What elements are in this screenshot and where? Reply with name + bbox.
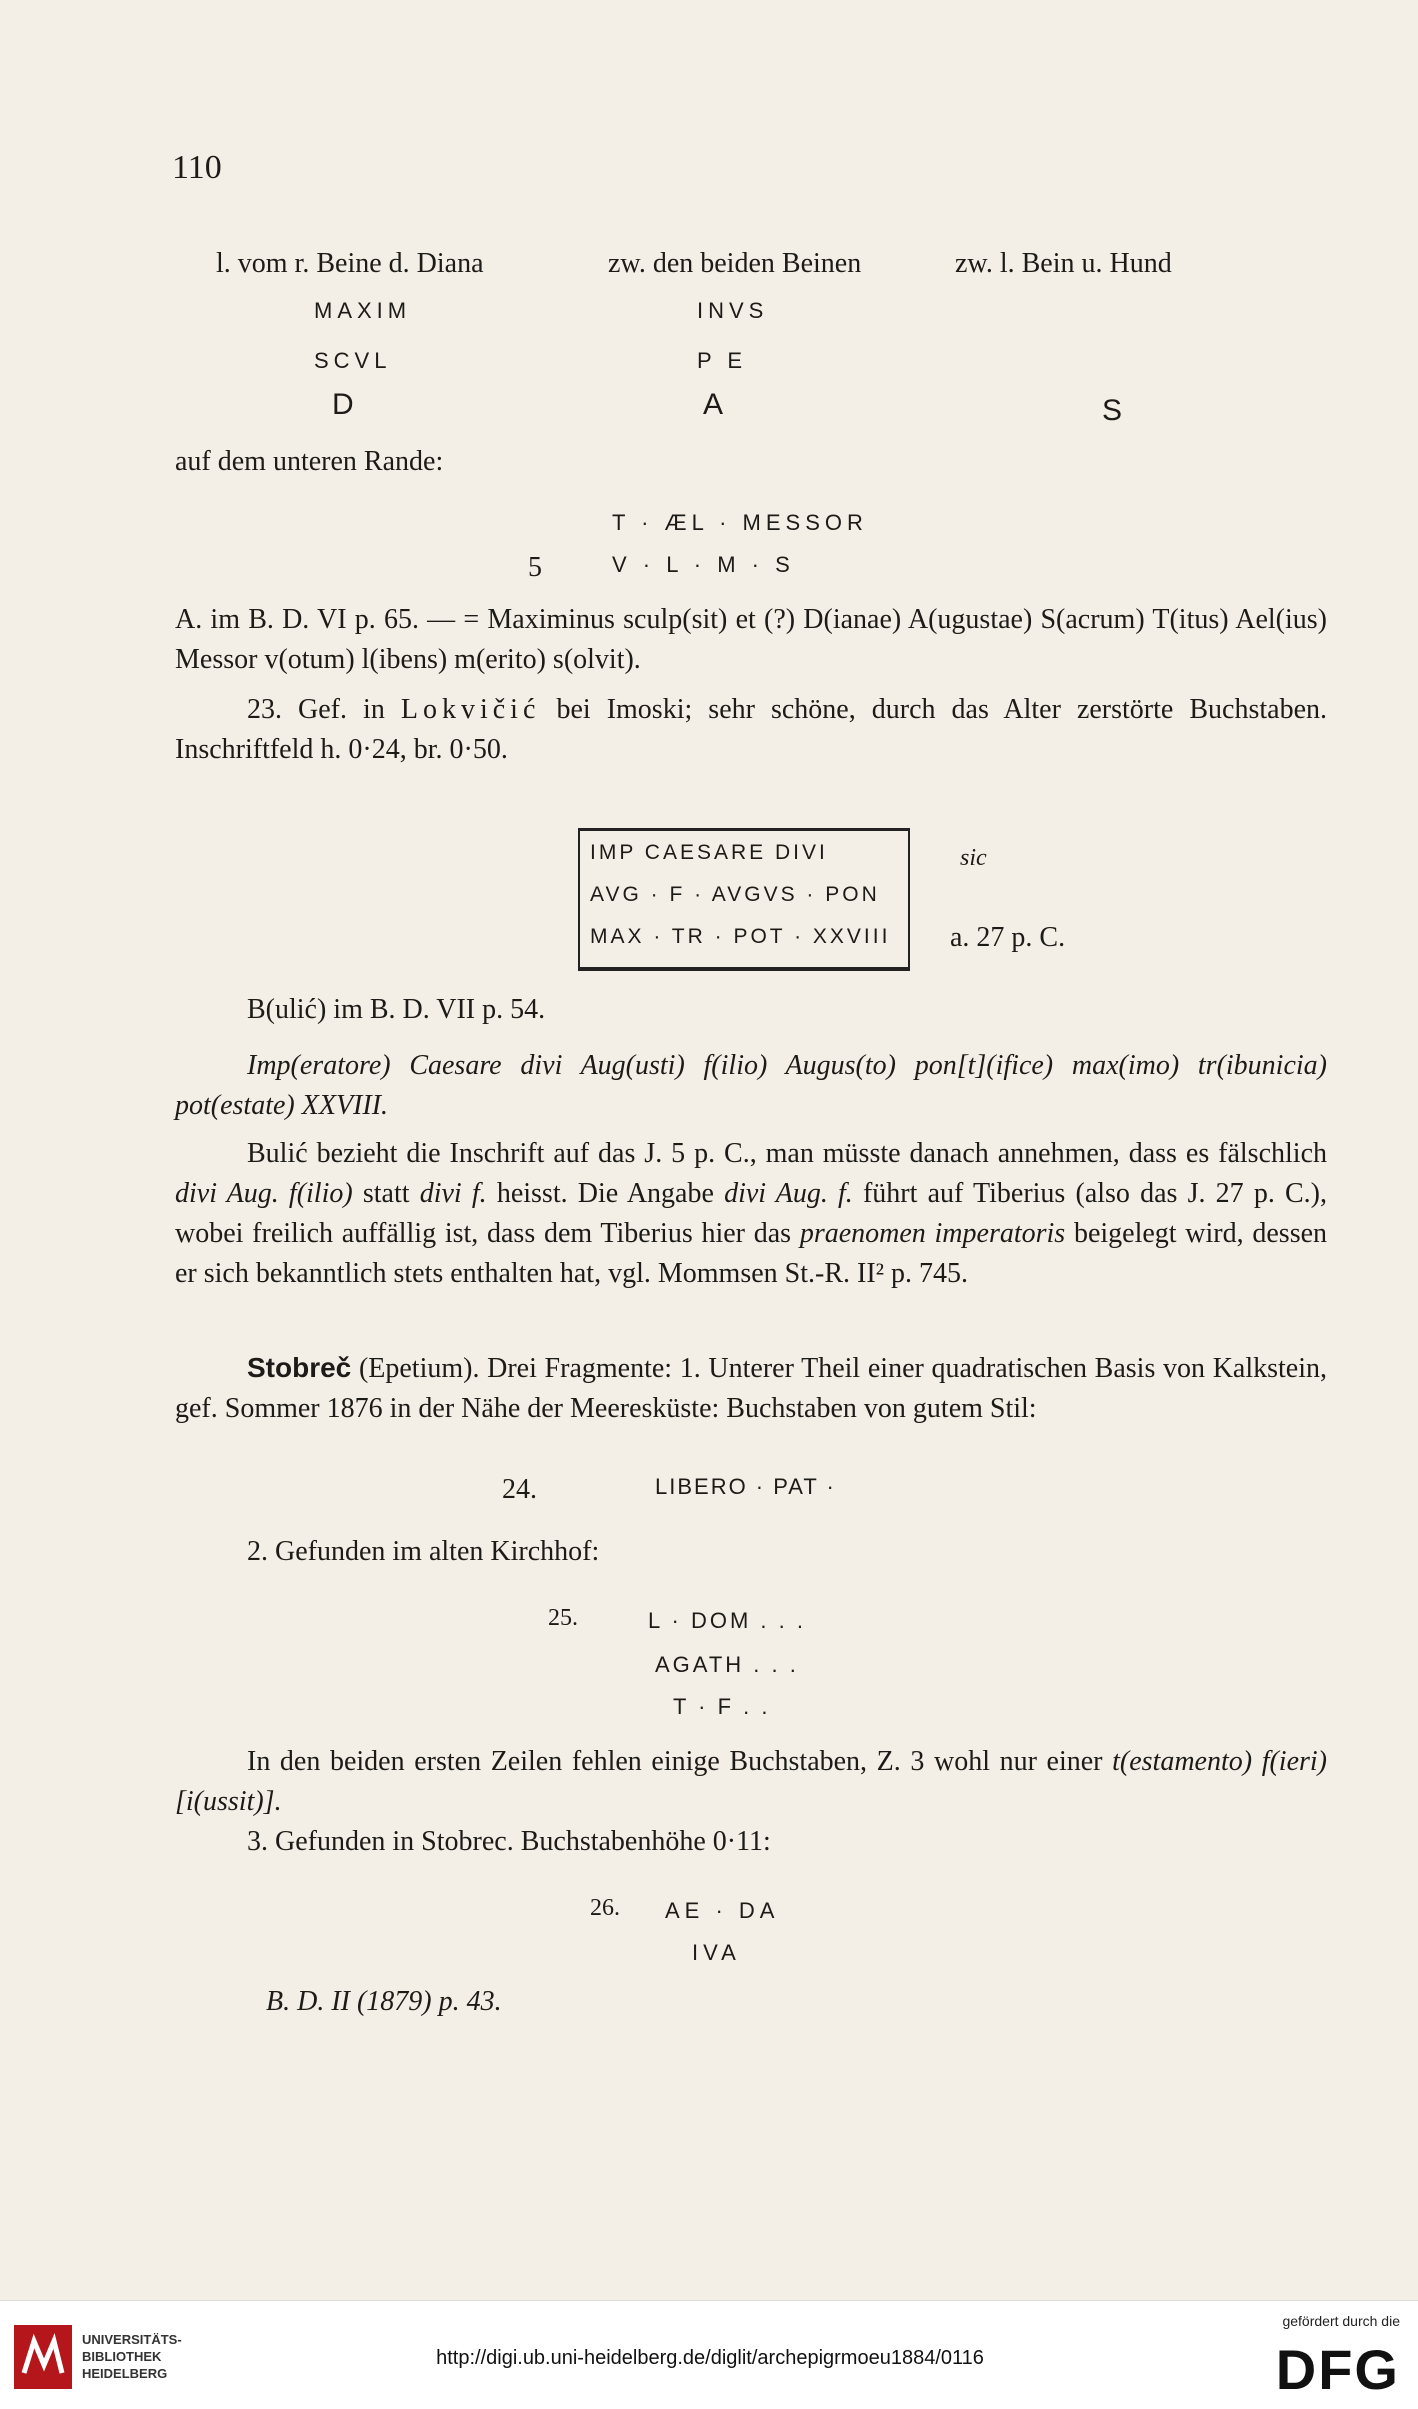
library-line-1: UNIVERSITÄTS- xyxy=(82,2332,182,2347)
stobrec-paragraph xyxy=(175,1348,1327,1429)
inscription-26-line2: IVA xyxy=(692,1940,741,1965)
reference-23 xyxy=(175,990,1327,1030)
fragment-2-heading: 2. Gefunden im alten Kirchhof: xyxy=(247,1536,600,1567)
entry-23-lead: 23. Gef. in xyxy=(247,694,385,725)
bulic-italic-3: divi Aug. f. xyxy=(724,1178,853,1209)
inscription-25-line3: T · F . . xyxy=(673,1694,771,1719)
entry-25-number: 25. xyxy=(548,1605,578,1631)
entry-25-text: In den beiden ersten Zeilen fehlen einige Buchstaben, Z. 3 wohl nur einer xyxy=(247,1746,1103,1777)
stobrec-text: (Epetium). Drei Fragmente: 1. Unterer Theil einer quadratischen Basis von Kalkstein, gef. Sommer 1876 in der Nähe der Meeresküste: Buchstaben von gutem Stil: xyxy=(175,1353,1328,1424)
inscription-invs: INVS xyxy=(697,298,769,323)
entry-23-rest: bei Imoski; sehr schöne, durch das Alter zerstörte Buchstaben. Inschriftfeld h. 0·24, br. 0·50. xyxy=(175,694,1328,765)
header-col-right: zw. l. Bein u. Hund xyxy=(955,248,1172,279)
bulic-paragraph xyxy=(175,1134,1327,1294)
funding-note: gefördert durch die xyxy=(1282,2313,1400,2329)
source-url-link[interactable]: http://digi.ub.uni-heidelberg.de/diglit/archepigrmoeu1884/0116 xyxy=(436,2347,984,2369)
inscription-edge-line1: T · ÆL · MESSOR xyxy=(612,510,868,535)
inscription-23-frame xyxy=(578,828,910,971)
bulic-italic-4: praenomen imperatoris xyxy=(799,1218,1066,1249)
inscription-a: A xyxy=(703,388,724,421)
bulic-text-5: beigelegt wird, dessen er sich bekanntlich stets enthalten hat, vgl. Mommsen St.-R. II² p. 745. xyxy=(175,1218,1328,1289)
inscription-s: S xyxy=(1102,394,1123,427)
library-name xyxy=(82,2331,182,2382)
expansion-23-text: Imp(eratore) Caesare divi Aug(usti) f(ilio) Augus(to) pon[t](ifice) max(imo) tr(ibunicia) pot(estate) XXVIII. xyxy=(175,1050,1327,1121)
expansion-23 xyxy=(175,1046,1327,1126)
inscription-23-line1: IMP CAESARE DIVI xyxy=(590,841,828,864)
reference-22-text: A. im B. D. VI p. 65. — = Maximinus sculp(sit) et (?) D(ianae) A(ugustae) S(acrum) T(itus) Ael(ius) Messor v(otum) l(ibens) m(erito) s(olvit). xyxy=(175,604,1327,675)
entry-24-number: 24. xyxy=(502,1474,537,1505)
heidelberg-library-logo-icon xyxy=(14,2325,72,2394)
bulic-italic-1: divi Aug. f(ilio) xyxy=(175,1178,353,1209)
inscription-23-line2: AVG · F · AVGVS · PON xyxy=(590,883,880,906)
sic-note: sic xyxy=(960,845,987,871)
fragment-3-heading: 3. Gefunden in Stobrec. Buchstabenhöhe 0·11: xyxy=(247,1826,771,1857)
reference-22 xyxy=(175,600,1327,680)
bulic-text-3: heisst. Die Angabe xyxy=(496,1178,714,1209)
bulic-text-1: Bulić bezieht die Inschrift auf das J. 5 p. C., man müsste danach annehmen, dass es fälschlich xyxy=(247,1138,1327,1169)
library-line-2: BIBLIOTHEK xyxy=(82,2349,162,2364)
header-col-middle: zw. den beiden Beinen xyxy=(608,248,862,279)
entry-25-paragraph xyxy=(175,1742,1327,1822)
stobrec-heading: Stobreč xyxy=(247,1352,352,1383)
inscription-24: LIBERO · PAT · xyxy=(655,1474,836,1499)
bulic-italic-2: divi f. xyxy=(419,1178,487,1209)
reference-26 xyxy=(266,1982,502,2022)
entry-23-place: Lokvičić xyxy=(400,694,541,725)
inscription-23-line3: MAX · TR · POT · XXVIII xyxy=(590,925,891,948)
inscription-d: D xyxy=(332,388,354,421)
bulic-text-4: führt auf Tiberius (also das J. 27 p. C.), wobei freilich auffällig ist, dass dem Tiberius hier das xyxy=(175,1178,1328,1249)
entry-23 xyxy=(175,690,1327,770)
reference-26-text: B. D. II (1879) p. 43. xyxy=(266,1986,502,2017)
inscription-25-line1: L · DOM . . . xyxy=(648,1608,806,1633)
page-number: 110 xyxy=(172,149,222,186)
inscription-25-line2: AGATH . . . xyxy=(655,1652,799,1677)
bulic-text-2: statt xyxy=(362,1178,410,1209)
header-col-left: l. vom r. Beine d. Diana xyxy=(216,248,484,279)
dfg-logo: DFG xyxy=(1275,2338,1400,2401)
entry-25-italic: t(estamento) f(ieri) [i(ussit)]. xyxy=(175,1746,1328,1817)
footer-bar xyxy=(0,2300,1418,2409)
reference-23-text: B(ulić) im B. D. VII p. 54. xyxy=(247,994,546,1025)
entry-26-number: 26. xyxy=(590,1895,620,1921)
inscription-edge-line2: V · L · M · S xyxy=(612,552,795,577)
inscription-maxim: MAXIM xyxy=(314,298,412,323)
line-number-5: 5 xyxy=(528,552,542,583)
inscription-scvl: SCVL xyxy=(314,348,392,373)
library-line-3: HEIDELBERG xyxy=(82,2366,168,2381)
inscription-pe: P E xyxy=(697,348,748,373)
rand-label: auf dem unteren Rande: xyxy=(175,446,444,477)
date-note: a. 27 p. C. xyxy=(950,922,1066,953)
inscription-26-line1: AE · DA xyxy=(665,1898,780,1923)
